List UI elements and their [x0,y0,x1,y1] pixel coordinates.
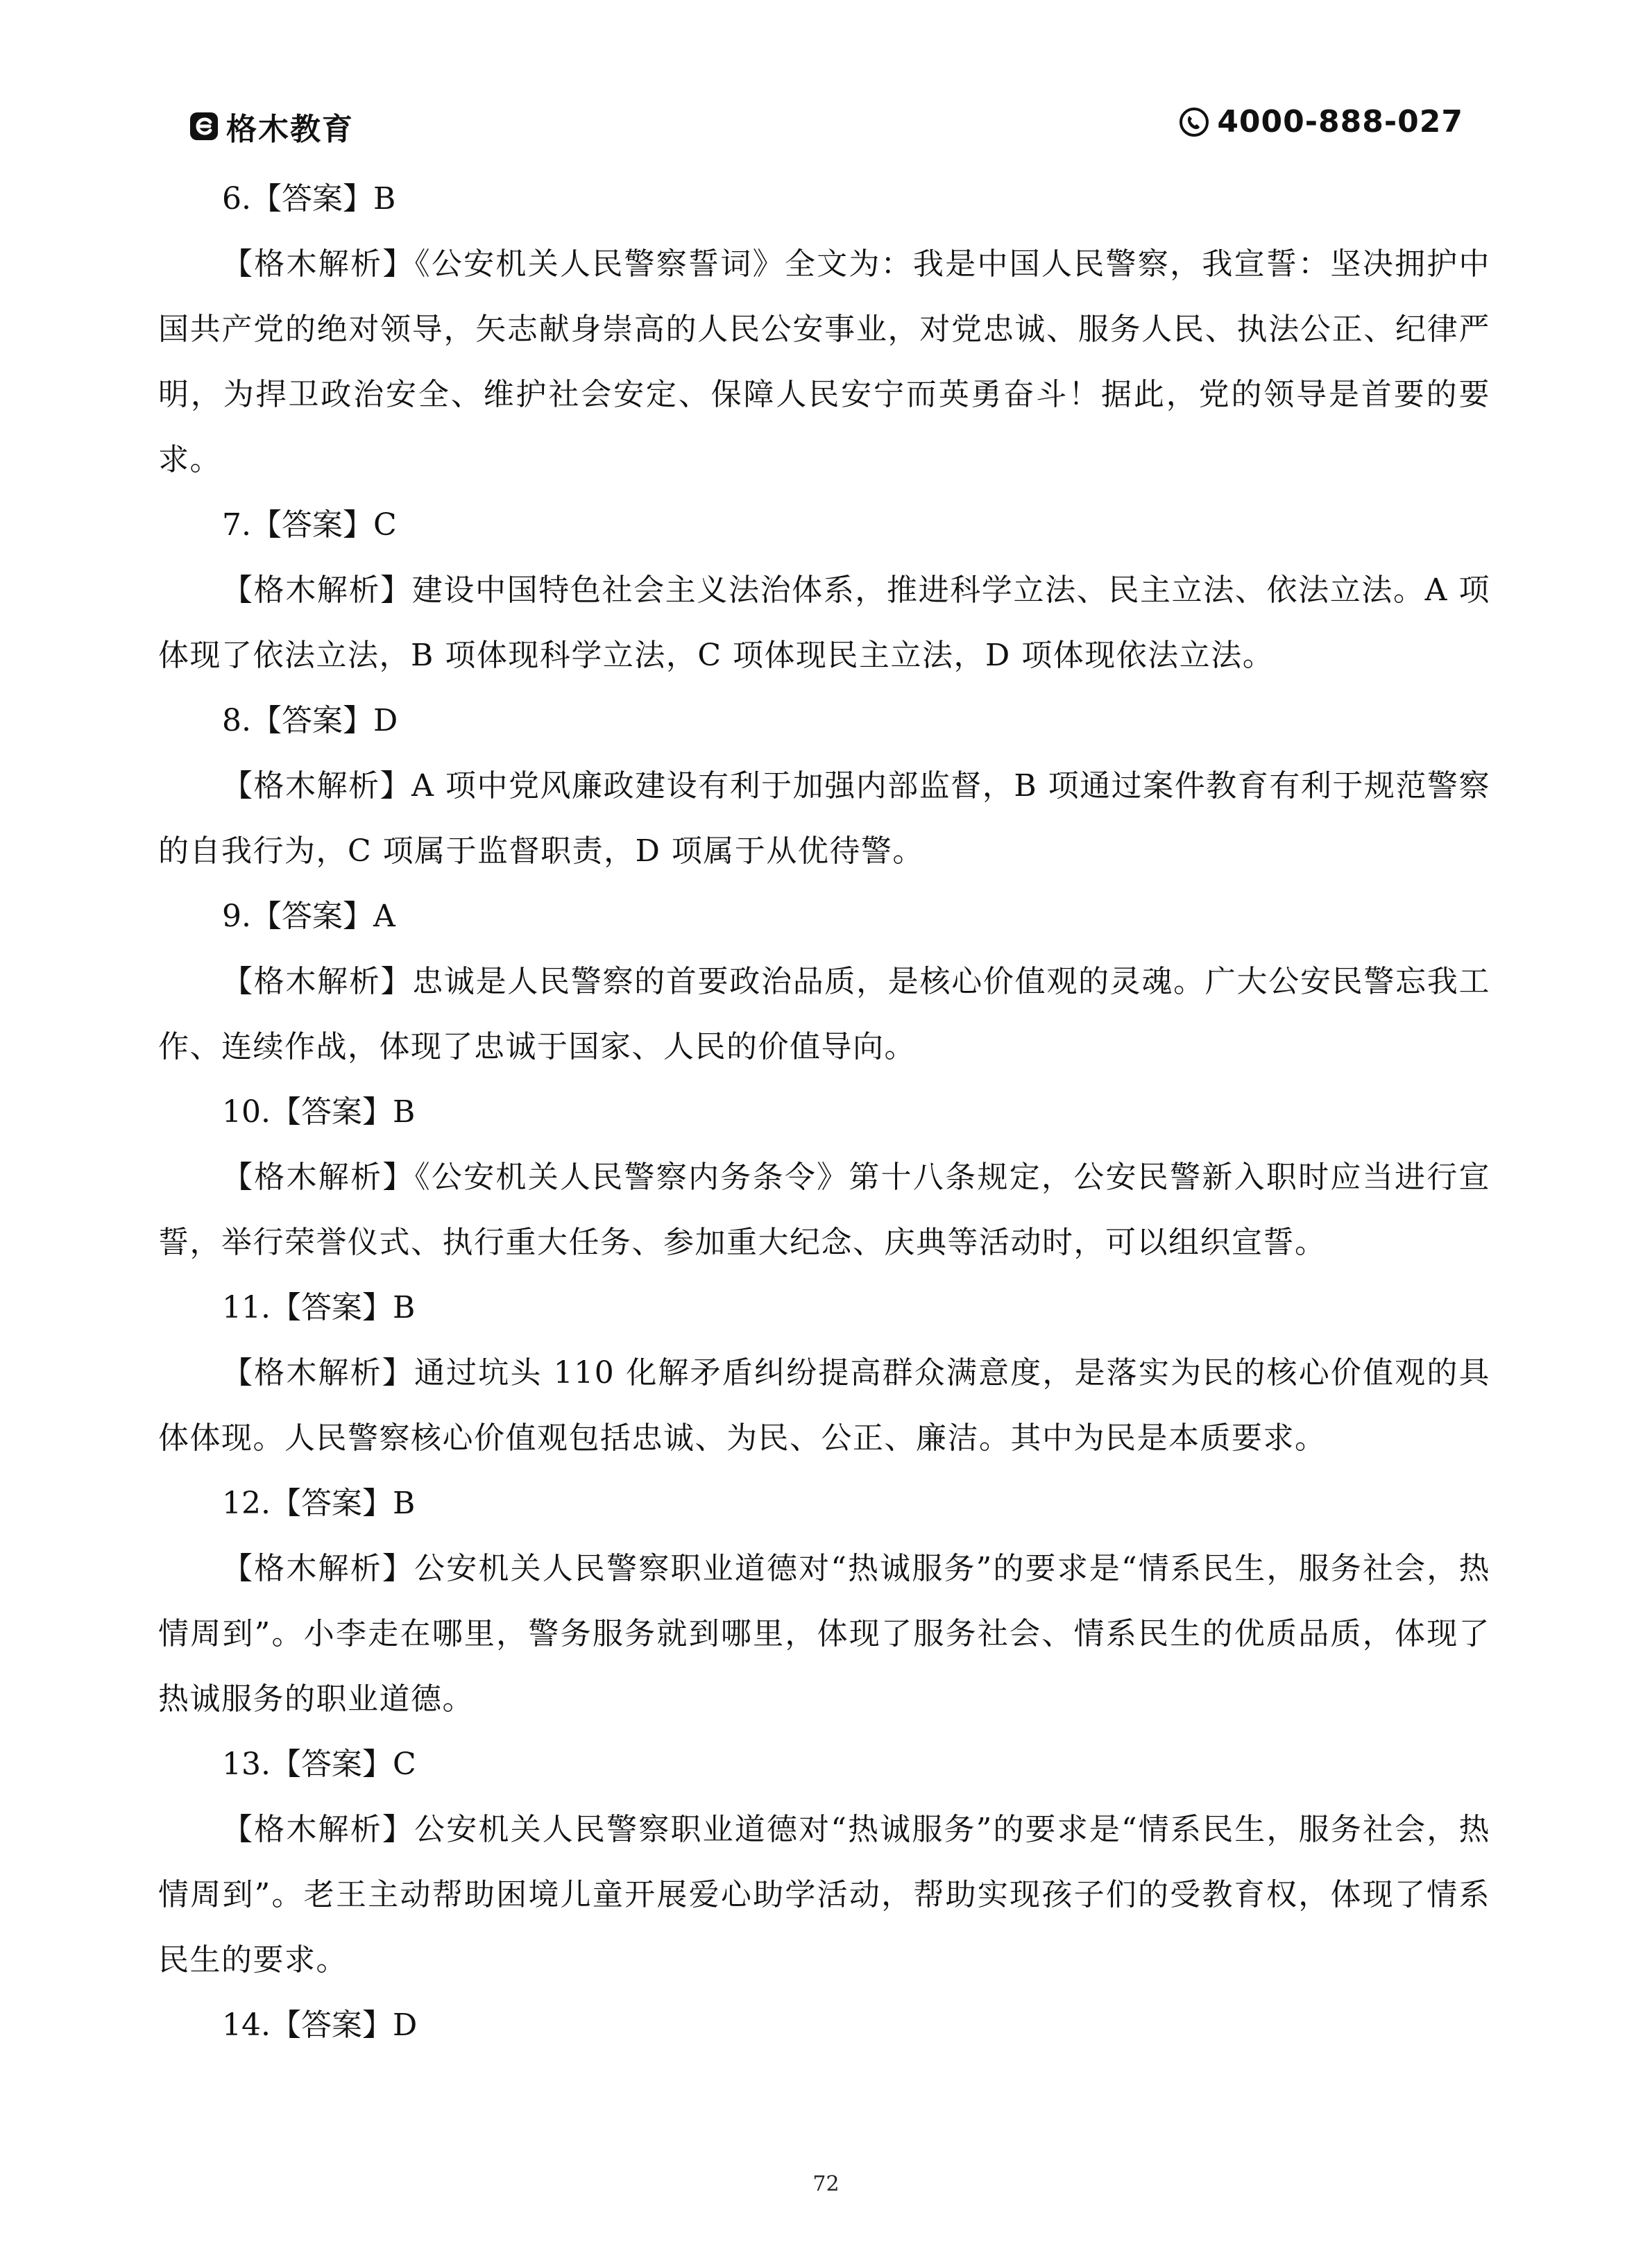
answer-11: 11.【答案】B [222,1290,416,1325]
analysis-10: 【格木解析】《公安机关人民警察内务条令》第十八条规定，公安民警新入职时应当进行宣誓，举行荣誉仪式、执行重大任务、参加重大纪念、庆典等活动时，可以组织宣誓。 [158,1160,1490,1260]
brand-name: 格木教育 [226,112,354,147]
answer-13: 13.【答案】C [222,1747,416,1782]
hotline [1178,104,1463,139]
answer-12: 12.【答案】B [222,1486,416,1521]
analysis-7: 【格木解析】建设中国特色社会主义法治体系，推进科学立法、民主立法、依法立法。A 项体现了依法立法，B 项体现科学立法，C 项体现民主立法，D 项体现依法立法。 [158,572,1490,673]
answer-6: 6.【答案】B [222,181,396,216]
analysis-6: 【格木解析】《公安机关人民警察誓词》全文为：我是中国人民警察，我宣誓：坚决拥护中国共产党的绝对领导，矢志献身崇高的人民公安事业，对党忠诚、服务人民、执法公正、纪律严明，为捍卫政治安全、维护社会安定、保障人民安宁而英勇奋斗！据此，党的领导是首要的要求。 [158,246,1490,477]
brand [189,104,354,148]
answer-7: 7.【答案】C [222,507,397,543]
answer-14: 14.【答案】D [222,2007,418,2043]
analysis-13: 【格木解析】公安机关人民警察职业道德对“热诚服务”的要求是“情系民生，服务社会，热情周到”。老王主动帮助困境儿童开展爱心助学活动，帮助实现孩子们的受教育权，体现了情系民生的要求。 [158,1812,1490,1978]
page-number: 72 [812,2172,840,2196]
answer-10: 10.【答案】B [222,1094,416,1130]
answer-8: 8.【答案】D [222,703,398,738]
analysis-8: 【格木解析】A 项中党风廉政建设有利于加强内部监督，B 项通过案件教育有利于规范警察的自我行为，C 项属于监督职责，D 项属于从优待警。 [158,768,1490,869]
answer-list [158,167,1490,2058]
analysis-12: 【格木解析】公安机关人民警察职业道德对“热诚服务”的要求是“情系民生，服务社会，热情周到”。小李走在哪里，警务服务就到哪里，体现了服务社会、情系民生的优质品质，体现了热诚服务的职业道德。 [158,1551,1490,1717]
phone-icon [1178,106,1210,138]
answer-9: 9.【答案】A [222,899,395,934]
analysis-9: 【格木解析】忠诚是人民警察的首要政治品质，是核心价值观的灵魂。广大公安民警忘我工作、连续作战，体现了忠诚于国家、人民的价值导向。 [158,964,1490,1064]
hotline-number: 4000-888-027 [1217,104,1463,139]
analysis-11: 【格木解析】通过坑头 110 化解矛盾纠纷提高群众满意度，是落实为民的核心价值观的具体体现。人民警察核心价值观包括忠诚、为民、公正、廉洁。其中为民是本质要求。 [158,1355,1490,1456]
brand-logo-icon [189,111,219,142]
page-header [189,104,1463,146]
